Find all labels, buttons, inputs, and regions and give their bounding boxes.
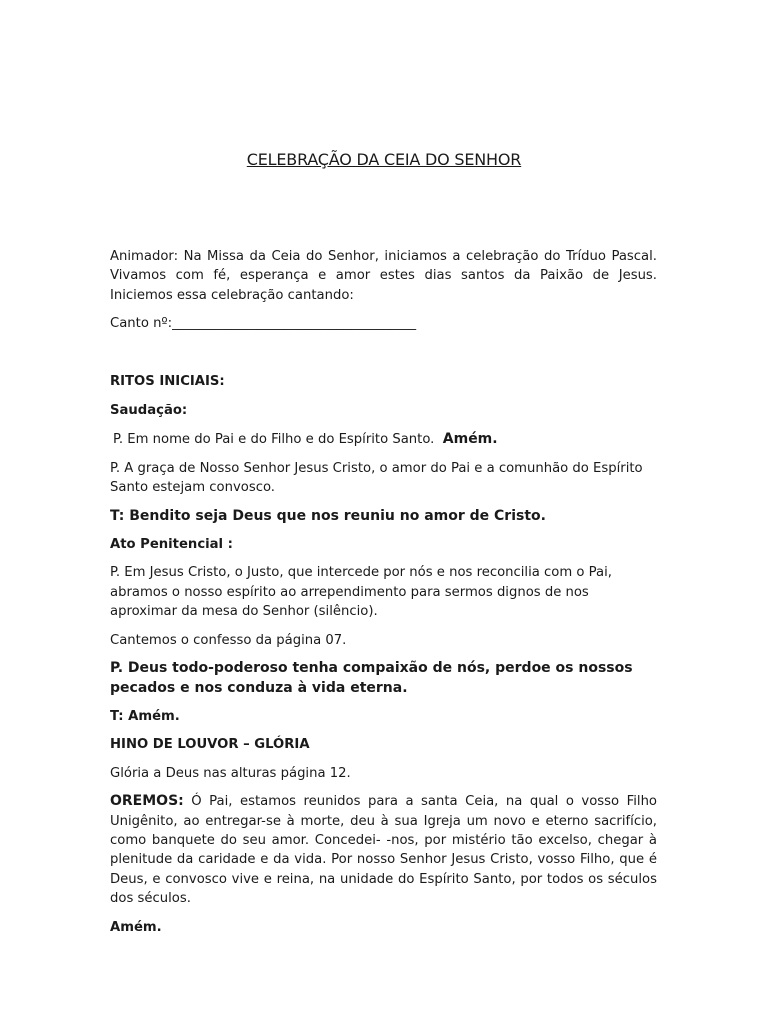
- document-body: [110, 247, 657, 937]
- saudacao-text: P. Em nome do Pai e do Filho e do Espírito Santo.: [113, 432, 435, 448]
- final-amem: Amém.: [110, 919, 162, 935]
- oremos-label: OREMOS:: [110, 793, 184, 810]
- hino-heading: HINO DE LOUVOR – GLÓRIA: [110, 737, 310, 753]
- canto-line: Canto nº:_____________________________________: [110, 316, 417, 332]
- saudacao-line: [110, 430, 657, 449]
- oremos-paragraph: [110, 792, 657, 908]
- saudacao-amem: Amém.: [442, 431, 498, 448]
- confesso-line: Cantemos o confesso da página 07.: [110, 632, 347, 648]
- ritos-iniciais-heading: RITOS INICIAIS:: [110, 373, 225, 389]
- saudacao-heading: Saudação:: [110, 403, 188, 419]
- gloria-line: Glória a Deus nas alturas página 12.: [110, 765, 351, 781]
- absolution-paragraph: P. Deus todo-poderoso tenha compaixão de nós, perdoe os nossos pecados e nos conduza à vida eterna.: [110, 660, 633, 696]
- oremos-text: Ó Pai, estamos reunidos para a santa Ceia, na qual o vosso Filho Unigênito, ao entregar-se à morte, deu à sua Igreja um novo e eterno sacrifício, como banquete do seu amor. Concedei- -nos, por mistério tão excelso, chegar à plenitude da caridade e da vida. Por nosso Senhor Jesus Cristo, vosso Filho, que é Deus, e convosco vive e reina, na unidade do Espírito Santo, por todos os séculos dos séculos.: [110, 794, 657, 907]
- amem-response: T: Amém.: [110, 708, 180, 724]
- bendito-response: T: Bendito seja Deus que nos reuniu no amor de Cristo.: [110, 507, 546, 524]
- animador-paragraph: Animador: Na Missa da Ceia do Senhor, iniciamos a celebração do Tríduo Pascal. Vivamos com fé, esperança e amor estes dias santos da Paixão de Jesus. Iniciemos essa celebração cantando:: [110, 249, 657, 303]
- ato-penitencial-heading: Ato Penitencial :: [110, 537, 233, 553]
- graca-paragraph: P. A graça de Nosso Senhor Jesus Cristo, o amor do Pai e a comunhão do Espírito Santo estejam convosco.: [110, 460, 643, 496]
- penitencial-paragraph: P. Em Jesus Cristo, o Justo, que intercede por nós e nos reconcilia com o Pai, abramos o nosso espírito ao arrependimento para sermos dignos de nos aproximar da mesa do Senhor (silêncio).: [110, 565, 612, 620]
- page-title: CELEBRAÇÃO DA CEIA DO SENHOR: [246, 150, 522, 169]
